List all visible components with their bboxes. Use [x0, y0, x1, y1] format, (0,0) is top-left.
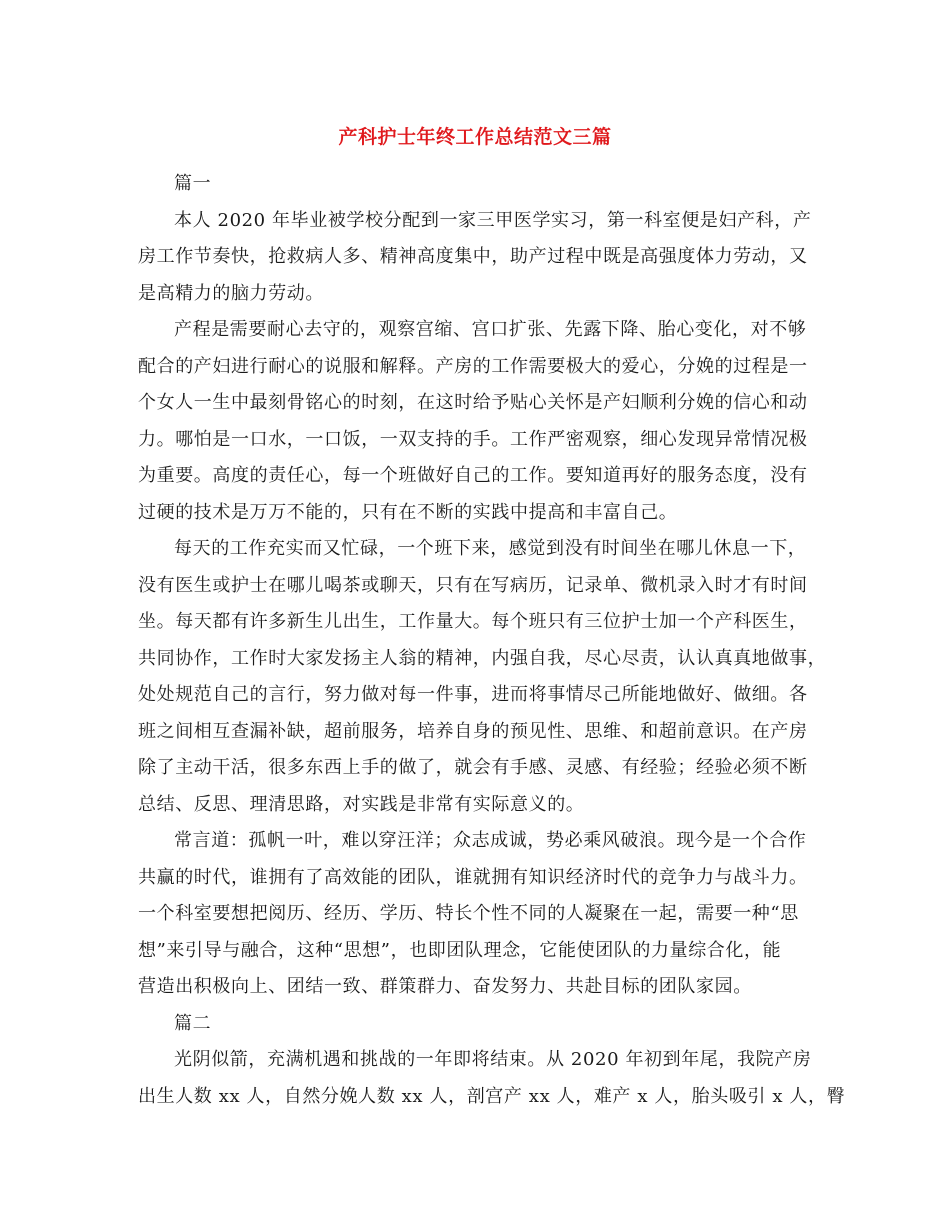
text-line: 为重要。高度的责任心，每一个班做好自己的工作。要知道再好的服务态度，没有 [138, 465, 808, 486]
text-line: 常言道：孤帆一叶，难以穿汪洋；众志成诚，势必乘风破浪。现今是一个合作 [174, 830, 807, 851]
text-line: 力。哪怕是一口水，一口饭，一双支持的手。工作严密观察，细心发现异常情况极 [138, 428, 808, 450]
text-line: 是高精力的脑力劳动。 [138, 282, 324, 304]
document-title: 产科护士年终工作总结范文三篇 [338, 126, 612, 148]
text-line: 共同协作，工作时大家发扬主人翁的精神，内强自我，尽心尽责，认认真真地做事， [138, 647, 827, 669]
text-line: 坐。每天都有许多新生儿出生，工作量大。每个班只有三位护士加一个产科医生， [138, 611, 808, 632]
text-line: 共赢的时代，谁拥有了高效能的团队，谁就拥有知识经济时代的竞争力与战斗力。 [138, 866, 808, 888]
text-line: 除了主动干活，很多东西上手的做了，就会有手感、灵感、有经验；经验必须不断 [138, 757, 808, 778]
text-line: 产程是需要耐心去守的，观察宫缩、宫口扩张、先露下降、胎心变化，对不够 [174, 319, 807, 340]
text-line: 想”来引导与融合，这种“思想”，也即团队理念，它能使团队的力量综合化，能 [138, 939, 782, 961]
text-line: 每天的工作充实而又忙碌，一个班下来，感觉到没有时间坐在哪儿休息一下， [174, 538, 807, 559]
text-line: 没有医生或护士在哪儿喝茶或聊天，只有在写病历，记录单、微机录入时才有时间 [138, 574, 808, 596]
text-line: 个女人一生中最刻骨铭心的时刻，在这时给予贴心关怀是产妇顺利分娩的信心和动 [138, 392, 808, 413]
text-line: 班之间相互查漏补缺，超前服务，培养自身的预见性、思维、和超前意识。在产房 [138, 720, 808, 742]
document-body [138, 166, 846, 1115]
text-line: 过硬的技术是万万不能的，只有在不断的实践中提高和丰富自己。 [138, 501, 678, 523]
text-line: 房工作节奏快，抢救病人多、精神高度集中，助产过程中既是高强度体力劳动，又 [138, 246, 808, 267]
text-line: 篇二 [174, 1012, 212, 1034]
text-line: 营造出积极向上、团结一致、群策群力、奋发努力、共赴目标的团队家园。 [138, 976, 752, 997]
text-line: 本人 2020 年毕业被学校分配到一家三甲医学实习，第一科室便是妇产科，产 [174, 209, 812, 231]
text-line: 一个科室要想把阅历、经历、学历、特长个性不同的人凝聚在一起，需要一种“思 [138, 903, 799, 924]
text-line: 处处规范自己的言行，努力做对每一件事，进而将事情尽己所能地做好、做细。各 [138, 684, 808, 705]
text-line: 出生人数 xx 人，自然分娩人数 xx 人，剖宫产 xx 人，难产 x 人，胎头吸引 x 人，臀 [138, 1085, 846, 1107]
text-line: 光阴似箭，充满机遇和挑战的一年即将结束。从 2020 年初到年尾，我院产房 [174, 1049, 812, 1070]
text-line: 配合的产妇进行耐心的说服和解释。产房的工作需要极大的爱心，分娩的过程是一 [138, 355, 808, 377]
text-line: 总结、反思、理清思路，对实践是非常有实际意义的。 [138, 793, 585, 815]
text-line: 篇一 [174, 173, 212, 194]
